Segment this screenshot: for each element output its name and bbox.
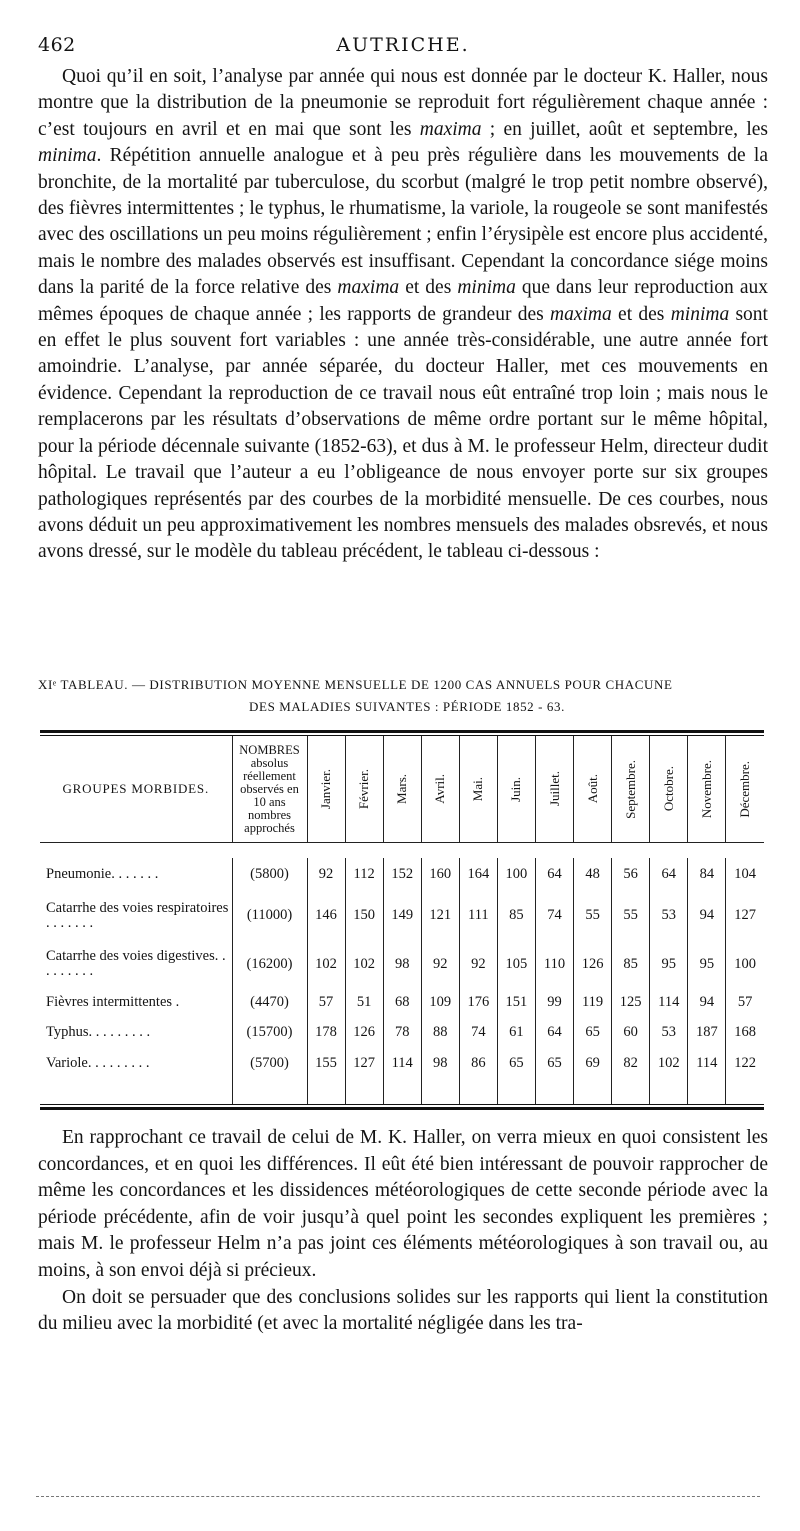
row-month-value: 99 (535, 988, 573, 1017)
row-month-value: 102 (307, 940, 345, 988)
header-month-5 (459, 736, 497, 843)
row-month-value: 74 (535, 891, 573, 939)
table-row (40, 940, 764, 988)
header-month-4 (421, 736, 459, 843)
row-absolute-count: (4470) (232, 988, 307, 1017)
header-month-12 (726, 736, 764, 843)
row-month-value: 109 (421, 988, 459, 1017)
row-month-value: 146 (307, 891, 345, 939)
row-month-value: 65 (574, 1018, 612, 1047)
row-group-name: Catarrhe des voies respiratoires . . . . . . . (46, 899, 229, 931)
header-month-8 (574, 736, 612, 843)
table-caption-line-2: DES MALADIES SUIVANTES : PÉRIODE 1852 - 63. (249, 699, 565, 714)
row-month-value: 64 (650, 858, 688, 892)
header-month-label: Mai. (470, 776, 486, 802)
row-month-value: 151 (497, 988, 535, 1017)
row-month-value: 105 (497, 940, 535, 988)
spacer-cell (497, 1081, 535, 1104)
row-month-value: 68 (383, 988, 421, 1017)
header-month-11 (688, 736, 726, 843)
row-month-value: 100 (726, 940, 764, 988)
spacer-cell (612, 1081, 650, 1104)
running-head: AUTRICHE. (336, 34, 470, 56)
table-caption-line-1: XIᵉ TABLEAU. — DISTRIBUTION MOYENNE MENSUELLE DE 1200 CAS ANNUELS POUR CHACUNE (38, 677, 673, 692)
spacer-cell (535, 1081, 573, 1104)
row-month-value: 55 (612, 891, 650, 939)
row-month-value: 164 (459, 858, 497, 892)
row-month-value: 95 (688, 940, 726, 988)
header-groupes-morbides: GROUPES MORBIDES. (40, 736, 232, 843)
row-month-value: 53 (650, 1018, 688, 1047)
spacer-cell (726, 1081, 764, 1104)
table-row (40, 1018, 764, 1047)
spacer-cell (688, 1081, 726, 1104)
spacer-cell (40, 1081, 232, 1104)
table-row (40, 858, 764, 892)
row-month-value: 65 (497, 1047, 535, 1081)
row-month-value: 86 (459, 1047, 497, 1081)
row-month-value: 61 (497, 1018, 535, 1047)
row-month-value: 92 (459, 940, 497, 988)
row-month-value: 150 (345, 891, 383, 939)
intro-paragraph-text: Quoi qu’il en soit, l’analyse par année qui nous est donnée par le docteur K. Haller, nous montre que la distribution de la pneumonie se reproduit fort régulièrement chaque année : c’est toujours en avril et en mai que sont les maxima ; en juillet, août et septembre, les minima. Répétition annuelle analogue et à peu près régulière dans les mouvements de la bronchite, de la mortalité par tuberculose, du scorbut (malgré le trop petit nombre observé), des fièvres intermittentes ; le typhus, le rhumatisme, la variole, la rougeole se sont manifestés avec des oscillations un peu moins régulièrement ; enfin l’érysipèle est encore plus accidenté, mais le nombre des malades observés est insuffisant. Cependant la concordance siége moins dans la parité de la force relative des maxima et des minima que dans leur reproduction aux mêmes époques de chaque année ; les rapports de grandeur des maxima et des minima sont en effet le plus souvent fort variables : une année très-considérable, une autre année fort amoindrie. L’analyse, par année séparée, du docteur Haller, met ces mouvements en évidence. Cependant la reproduction de ce travail nous eût entraîné trop loin ; mais nous le remplacerons par les résultats d’observations de même ordre portant sur le même hôpital, pour la période décennale suivante (1852-63), et dus à M. le professeur Helm, directeur dudit hôpital. Le travail que l’auteur a eu l’obligeance de nous envoyer porte sur six groupes pathologiques représentés par des courbes de la morbidité mensuelle. De ces courbes, nous avons déduit un peu approximativement les nombres mensuels des malades obsrevés, et nous avons dressé, sur le modèle du tableau précédent, le tableau ci-dessous : (38, 66, 768, 563)
spacer-cell (383, 1081, 421, 1104)
header-month-6 (497, 736, 535, 843)
row-month-value: 98 (421, 1047, 459, 1081)
row-month-value: 119 (574, 988, 612, 1017)
row-month-value: 94 (688, 988, 726, 1017)
table-bottom-rule (40, 1107, 764, 1110)
morbidity-table (40, 730, 764, 1110)
spacer-cell (650, 1081, 688, 1104)
row-month-value: 126 (574, 940, 612, 988)
header-month-3 (383, 736, 421, 843)
header-month-7 (535, 736, 573, 843)
row-month-value: 104 (726, 858, 764, 892)
header-month-label: Novembre. (698, 759, 714, 819)
page-number: 462 (38, 34, 76, 56)
row-month-value: 110 (535, 940, 573, 988)
row-group-name: Pneumonie. . . . . . . (46, 866, 159, 883)
closing-paragraph-1: En rapprochant ce travail de celui de M. K. Haller, on verra mieux en quoi consistent les concordances, et en quoi les différences. Il eût été bien intéressant de pouvoir rapprocher de même les concordances et les dissidences météorologiques de cette seconde période avec la période précédente, afin de voir jusqu’à quel point les secondes expliquent les premières ; mais M. le professeur Helm n’a pas joint ces éléments météorologiques à son travail ou, au moins, à son envoi déjà si précieux. (38, 1127, 768, 1281)
row-group-name: Typhus. . . . . . . . . (46, 1023, 151, 1040)
row-group-name: Fièvres intermittentes . (46, 994, 180, 1011)
row-month-value: 74 (459, 1018, 497, 1047)
row-month-value: 149 (383, 891, 421, 939)
page-header (38, 34, 768, 62)
header-month-label: Juin. (508, 776, 524, 802)
spacer-cell (345, 1081, 383, 1104)
row-month-value: 69 (574, 1047, 612, 1081)
header-month-label: Juillet. (546, 771, 562, 807)
header-nombres-absolus: NOMBRES absolus réellement observés en 10 ans nombres approchés (232, 736, 307, 843)
row-month-value: 114 (688, 1047, 726, 1081)
spacer-cell (459, 1081, 497, 1104)
header-month-label: Janvier. (318, 768, 334, 810)
row-group-name: Catarrhe des voies digestives. . . . . . . . . (46, 948, 226, 980)
table-spacer-row (40, 843, 764, 858)
row-month-value: 127 (345, 1047, 383, 1081)
row-month-value: 65 (535, 1047, 573, 1081)
row-month-value: 57 (307, 988, 345, 1017)
row-month-value: 64 (535, 858, 573, 892)
table-row (40, 891, 764, 939)
row-month-value: 114 (650, 988, 688, 1017)
row-month-value: 57 (726, 988, 764, 1017)
header-month-label: Août. (584, 774, 600, 804)
header-month-label: Mars. (394, 774, 410, 804)
header-month-label: Avril. (432, 774, 448, 804)
row-month-value: 98 (383, 940, 421, 988)
row-absolute-count: (5800) (232, 858, 307, 892)
row-month-value: 187 (688, 1018, 726, 1047)
row-month-value: 168 (726, 1018, 764, 1047)
row-month-value: 160 (421, 858, 459, 892)
header-month-label: Février. (356, 768, 372, 810)
header-month-label: Décembre. (737, 760, 753, 818)
table-top-rule (40, 730, 764, 733)
row-month-value: 111 (459, 891, 497, 939)
row-month-value: 178 (307, 1018, 345, 1047)
header-month-9 (612, 736, 650, 843)
table-header-row (40, 736, 764, 843)
row-absolute-count: (5700) (232, 1047, 307, 1081)
closing-paragraph-2: On doit se persuader que des conclusions solides sur les rapports qui lient la constitution du milieu avec la morbidité (et avec la mortalité négligée dans les tra- (38, 1286, 768, 1335)
table-bottom-rule-thin (40, 1104, 764, 1105)
header-month-1 (307, 736, 345, 843)
table-caption (38, 674, 768, 718)
row-month-value: 60 (612, 1018, 650, 1047)
intro-paragraph (38, 64, 768, 566)
row-month-value: 48 (574, 858, 612, 892)
row-month-value: 92 (421, 940, 459, 988)
row-month-value: 51 (345, 988, 383, 1017)
spacer-cell (574, 1081, 612, 1104)
table-spacer-row (40, 1081, 764, 1104)
footer-rule (36, 1496, 760, 1497)
row-month-value: 95 (650, 940, 688, 988)
row-month-value: 121 (421, 891, 459, 939)
row-month-value: 102 (650, 1047, 688, 1081)
header-month-label: Octobre. (660, 766, 676, 812)
table-row (40, 988, 764, 1017)
row-month-value: 64 (535, 1018, 573, 1047)
row-month-value: 155 (307, 1047, 345, 1081)
row-month-value: 84 (688, 858, 726, 892)
row-month-value: 122 (726, 1047, 764, 1081)
row-month-value: 125 (612, 988, 650, 1017)
row-absolute-count: (15700) (232, 1018, 307, 1047)
row-month-value: 176 (459, 988, 497, 1017)
row-month-value: 100 (497, 858, 535, 892)
spacer-cell (232, 1081, 307, 1104)
row-month-value: 126 (345, 1018, 383, 1047)
row-month-value: 88 (421, 1018, 459, 1047)
spacer-cell (307, 1081, 345, 1104)
row-month-value: 78 (383, 1018, 421, 1047)
row-month-value: 56 (612, 858, 650, 892)
row-month-value: 92 (307, 858, 345, 892)
row-month-value: 102 (345, 940, 383, 988)
spacer-cell (421, 1081, 459, 1104)
row-month-value: 112 (345, 858, 383, 892)
header-month-10 (650, 736, 688, 843)
row-absolute-count: (16200) (232, 940, 307, 988)
row-group-name: Variole. . . . . . . . . (46, 1055, 150, 1072)
row-month-value: 85 (497, 891, 535, 939)
morbidity-table-grid (40, 736, 764, 1104)
table-row (40, 1047, 764, 1081)
row-month-value: 53 (650, 891, 688, 939)
row-month-value: 127 (726, 891, 764, 939)
header-month-label: Septembre. (622, 759, 638, 819)
row-month-value: 85 (612, 940, 650, 988)
row-month-value: 152 (383, 858, 421, 892)
row-month-value: 114 (383, 1047, 421, 1081)
row-month-value: 55 (574, 891, 612, 939)
closing-paragraphs (38, 1125, 768, 1338)
row-absolute-count: (11000) (232, 891, 307, 939)
row-month-value: 94 (688, 891, 726, 939)
header-month-2 (345, 736, 383, 843)
row-month-value: 82 (612, 1047, 650, 1081)
